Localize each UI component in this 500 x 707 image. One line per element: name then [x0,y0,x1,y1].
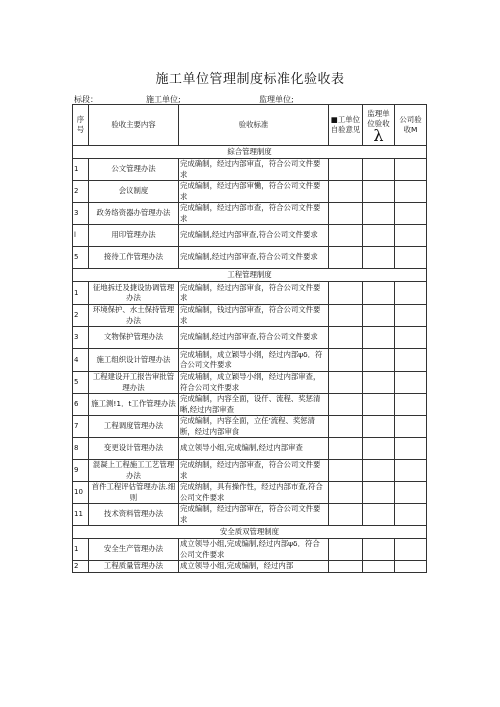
row-standard: 完成编制,经过内部审查,符合公司文件要求 [179,327,329,349]
row-standard: 完成编制，经过内部审在，符合公司文件要求 [179,504,329,526]
row-standard: 完成编制，内容全面，立任'流程、奖惩清断，经过内部审食 [179,416,329,438]
supervisor-cell [363,247,395,269]
self-check-cell [329,372,363,394]
row-seq: 1 [73,539,89,561]
row-seq: 4 [73,349,89,372]
row-seq: 2 [73,561,89,573]
row-seq: 6 [73,394,89,416]
row-seq: 2 [73,181,89,203]
company-cell [395,460,427,482]
table-row [73,460,427,482]
table-row [73,282,427,305]
row-content: 用印管理办法 [89,225,179,247]
table-row [73,305,427,327]
header-company: 公司验收M [395,105,427,146]
self-check-cell [329,247,363,269]
header-supervisor-text: 监理单位验收 [367,108,390,128]
self-check-cell [329,460,363,482]
row-content: 公文管理办法 [89,159,179,181]
table-row [73,247,427,269]
row-seq: 1 [73,282,89,305]
row-standard: 成立领导小组,完成编制,经过内部ψδ．符合公司文件要求 [179,539,329,561]
company-cell [395,181,427,203]
header-supervisor-mark: λ [373,125,384,145]
self-check-cell [329,394,363,416]
row-standard: 完成编制,经过内部审查,符合公司文件要求 [179,225,329,247]
row-standard: 完成编制，经过内部审食，符合公司文件要求 [179,282,329,305]
self-check-cell [329,327,363,349]
company-cell [395,247,427,269]
row-seq: 5 [73,247,89,269]
row-content: 会议制度 [89,181,179,203]
section-title: 安全质双管理制度 [73,526,427,539]
supervisor-cell [363,416,395,438]
table-row [73,225,427,247]
row-standard: 完成编制，内容全面，设仟、流程、奖惩清晰,经过内部审查 [179,394,329,416]
supervisor-cell [363,394,395,416]
row-content: 工程调度管理办法 [89,416,179,438]
row-standard: 完成确制，经过内部审直，符合公司文件要求 [179,159,329,181]
header-supervisor [363,105,395,146]
supervisor-cell [363,159,395,181]
row-content: 政务络资器办管理办法 [89,203,179,225]
row-content: 变更设计管理办法 [89,438,179,460]
supervisor-cell [363,305,395,327]
row-content: 技术资料管理办法 [89,504,179,526]
table-row [73,539,427,561]
header-standard: 验收标准 [179,105,329,146]
acceptance-table [72,104,427,573]
company-cell [395,438,427,460]
row-standard: 完成纳制，经过内部审查，符合公司文件要求 [179,460,329,482]
table-row [73,159,427,181]
company-cell [395,327,427,349]
company-cell [395,305,427,327]
self-check-cell [329,305,363,327]
supervisor-cell [363,203,395,225]
row-content: 征地拆迁及捷设协调管理办法 [89,282,179,305]
table-row [73,394,427,416]
row-seq: 3 [73,327,89,349]
row-content: 工程质量管理办法 [89,561,179,573]
table-row [73,504,427,526]
section-row [73,526,427,539]
row-seq: 1 [73,159,89,181]
supervisor-cell [363,539,395,561]
company-cell [395,394,427,416]
supervisor-cell [363,349,395,372]
row-seq: 5 [73,372,89,394]
header-seq: 序号 [73,105,89,146]
table-row [73,349,427,372]
row-seq: 2 [73,305,89,327]
company-cell [395,482,427,504]
row-content: 安全生产管理办法 [89,539,179,561]
company-cell [395,203,427,225]
header-content: 验收主要内容 [89,105,179,146]
company-cell [395,159,427,181]
row-seq: 9 [73,460,89,482]
row-seq: 11 [73,504,89,526]
section-title: 工程管理制度 [73,269,427,282]
company-cell [395,416,427,438]
row-standard: 完成编制，经过内部审慟，符合公司文件要求 [179,181,329,203]
header-self-check: ■工单位自验意见 [329,105,363,146]
supervisor-cell [363,482,395,504]
self-check-cell [329,203,363,225]
row-standard: 完成埔制，成立颖导小纲，经过内部ψδ．符合公司文件要求 [179,349,329,372]
row-standard: 完成编制，钱过内部审查，符合公司文件要求 [179,305,329,327]
self-check-cell [329,539,363,561]
row-standard: 完成编制，经过内部市查，符合公司文件要求 [179,203,329,225]
form-title: 施工单位管理制度标准化验收表 [155,72,345,87]
row-seq: 3 [73,203,89,225]
self-check-cell [329,181,363,203]
section-row [73,146,427,159]
row-seq: 7 [73,416,89,438]
company-cell [395,561,427,573]
table-row [73,482,427,504]
row-content: 环境保护、水土保持管理办法 [89,305,179,327]
company-cell [395,372,427,394]
section-row [73,269,427,282]
table-row [73,438,427,460]
row-seq: l [73,225,89,247]
supervisor-cell [363,561,395,573]
row-seq: 10 [73,482,89,504]
row-standard: 完成埔制，成立颖导小纲，经过内部审查，符合公司文件要求 [179,372,329,394]
self-check-cell [329,225,363,247]
table-row [73,181,427,203]
row-content: 施工测!1．t工作管理办法 [89,394,179,416]
company-cell [395,349,427,372]
self-check-cell [329,349,363,372]
header-row [73,105,427,146]
section-label: 标段： [74,95,98,104]
self-check-cell [329,561,363,573]
supervisor-cell [363,372,395,394]
supervisor-cell [363,327,395,349]
supervisor-cell [363,438,395,460]
table-row [73,203,427,225]
company-cell [395,539,427,561]
self-check-cell [329,416,363,438]
row-content: 工程建设开工报告审批管理办法 [89,372,179,394]
row-standard: 成立领导小组,完成编制，经过内部 [179,561,329,573]
supervisor-cell [363,460,395,482]
row-standard: 完成纳制，具有操作性，经过内部市查,符合公司文件要求 [179,482,329,504]
supervisor-cell [363,282,395,305]
supervisor-label: 监理单位; [259,95,294,104]
table-row [73,416,427,438]
supervisor-cell [363,181,395,203]
row-content: 文物保护管理办法 [89,327,179,349]
self-check-cell [329,482,363,504]
row-standard: 完成编制,经过内部审查,符合公司文件要求 [179,247,329,269]
company-cell [395,282,427,305]
contractor-label: 施工单位; [146,95,181,104]
company-cell [395,504,427,526]
table-row [73,372,427,394]
row-content: 施工组织设计管理办法 [89,349,179,372]
row-content: 接待工作管理办法 [89,247,179,269]
row-content: 混凝上工程施工工艺管理办法 [89,460,179,482]
company-cell [395,225,427,247]
self-check-cell [329,159,363,181]
self-check-cell [329,504,363,526]
self-check-cell [329,438,363,460]
row-content: 首件工程评估管理办法.细则 [89,482,179,504]
self-check-cell [329,282,363,305]
row-seq: 8 [73,438,89,460]
supervisor-cell [363,225,395,247]
supervisor-cell [363,504,395,526]
section-title: 綜合管理制度 [73,146,427,159]
row-standard: 成立领导小组,完成编制,经过内部审查 [179,438,329,460]
table-row [73,561,427,573]
table-row [73,327,427,349]
